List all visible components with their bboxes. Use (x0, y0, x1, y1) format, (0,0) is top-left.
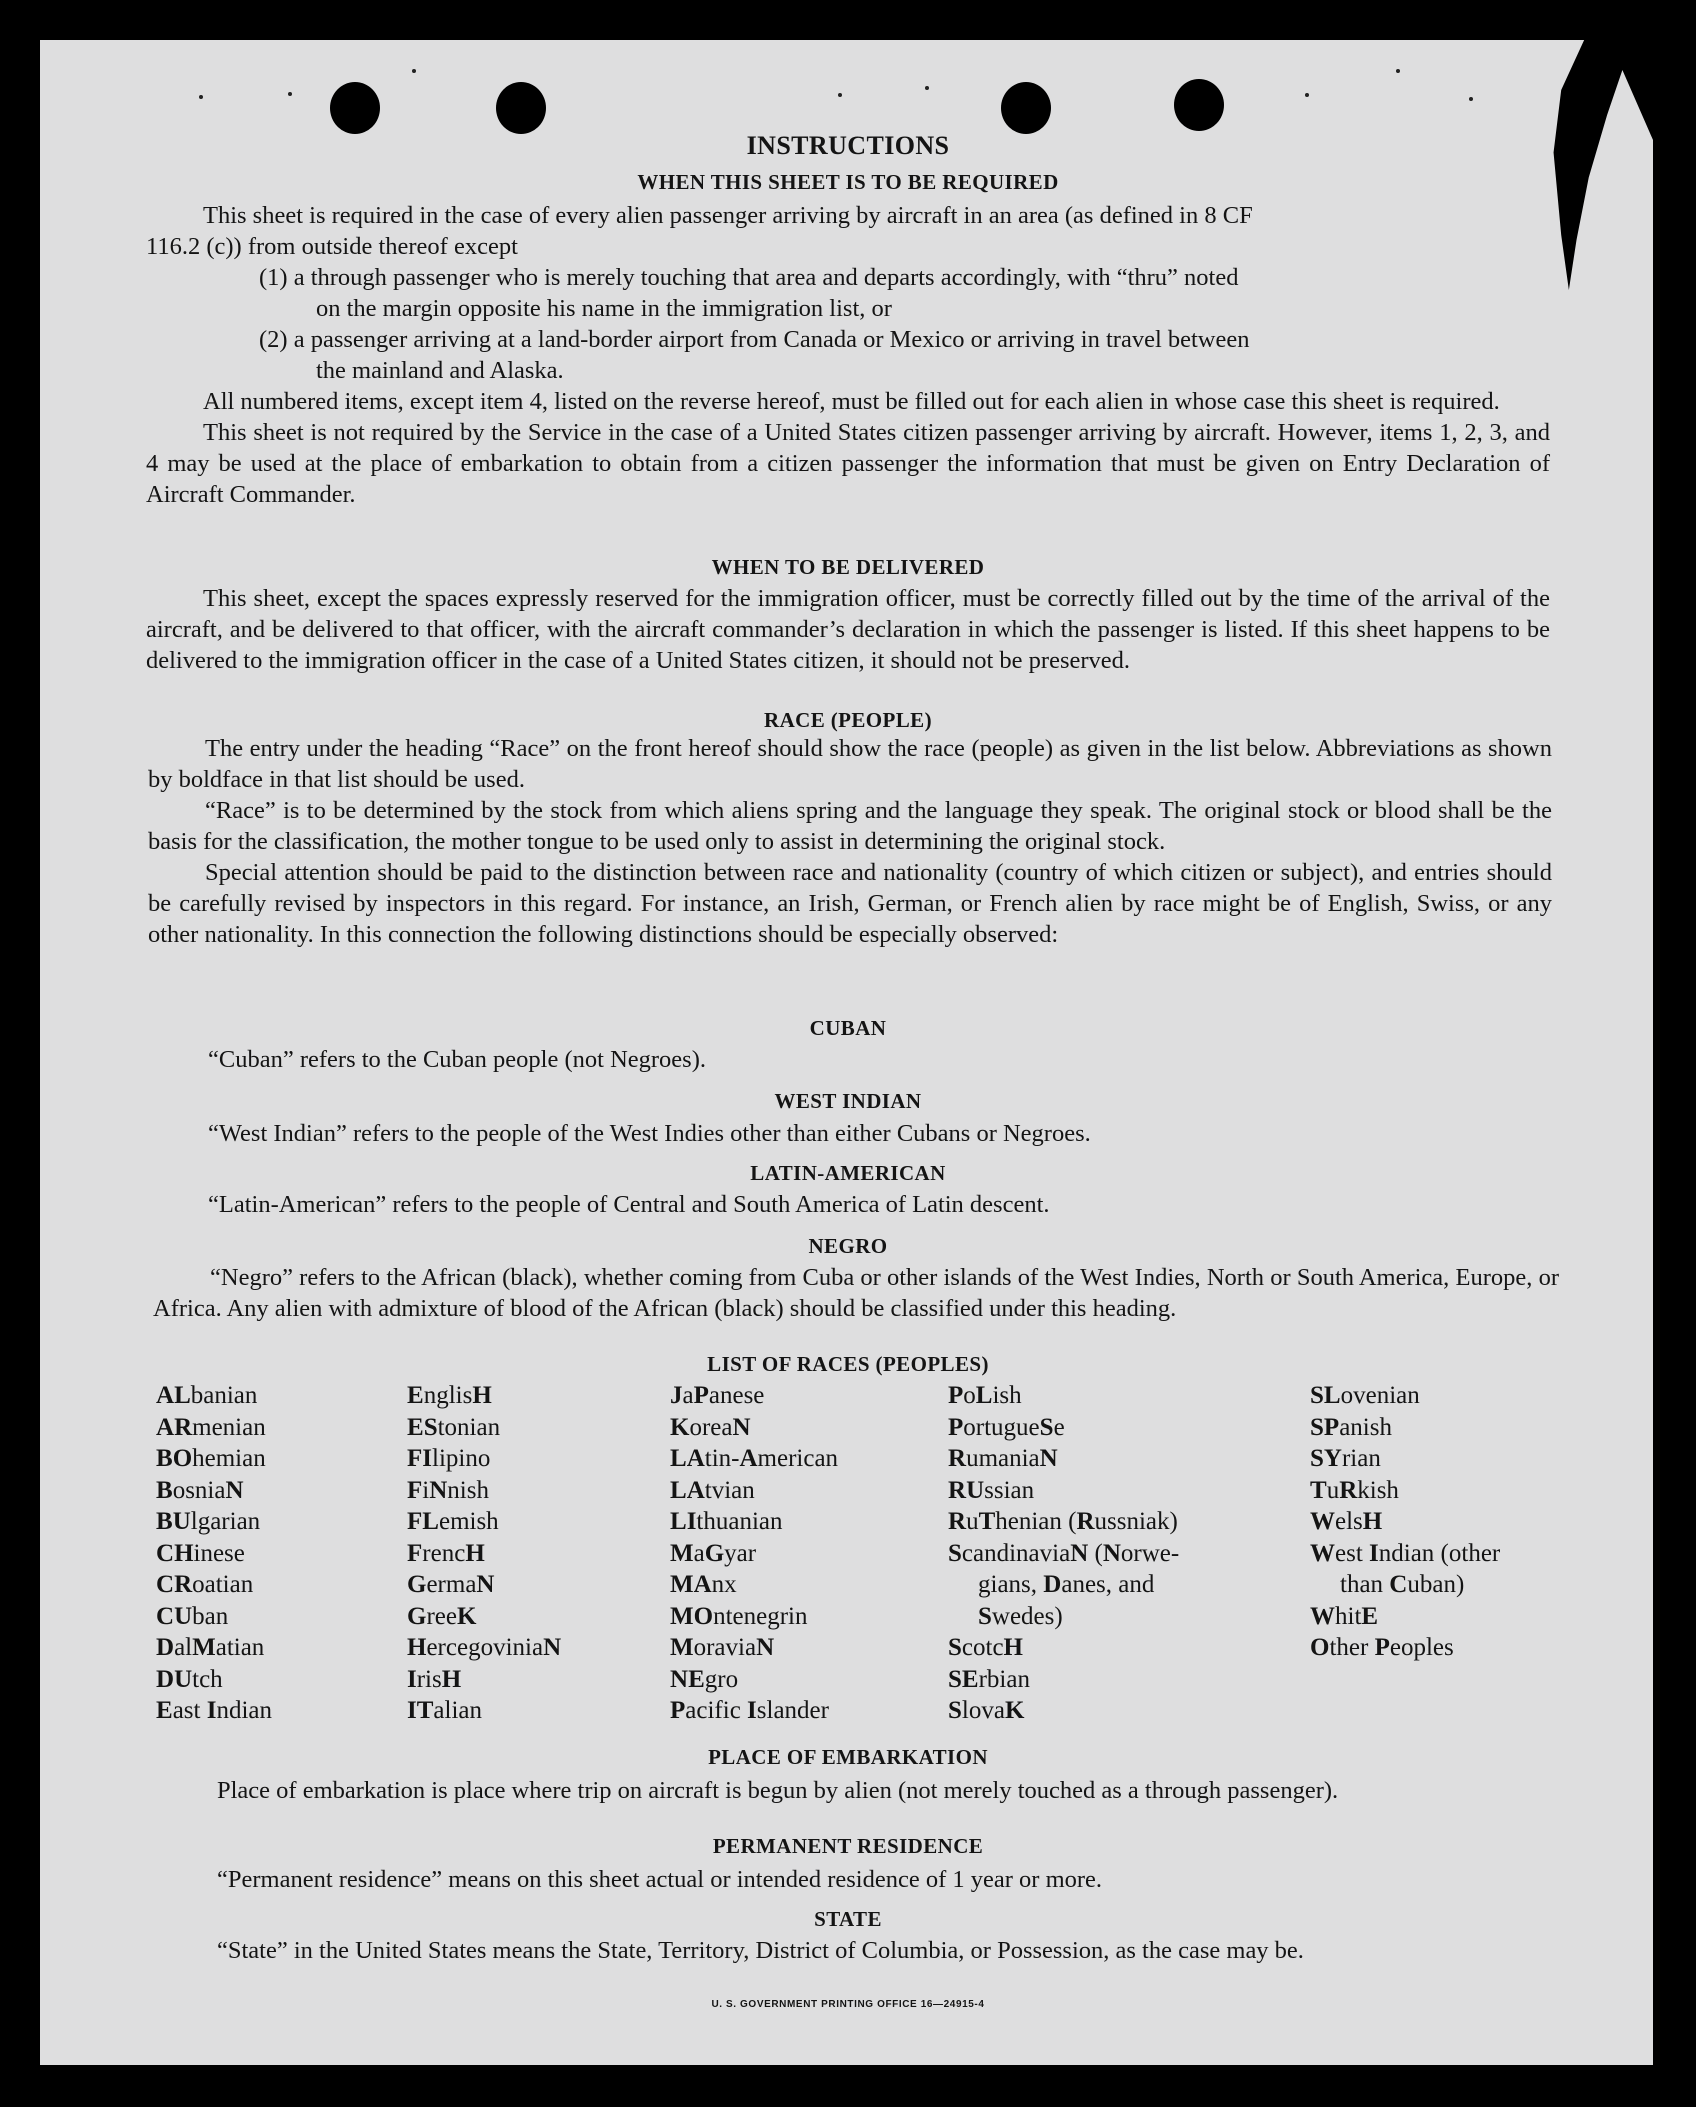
paragraph-numbered-items: All numbered items, except item 4, listed on the reverse hereof, must be filled out for each alien in whose case this sheet is required. (203, 388, 1500, 415)
heading-when-delivered: WHEN TO BE DELIVERED (711, 555, 985, 579)
punch-hole (496, 82, 546, 134)
paragraph-race-1: The entry under the heading “Race” on the front hereof should show the race (people) as given in the list below. Abbreviations as shown by boldface in that list should be used. (148, 735, 1552, 793)
race-entry: Other Peoples (1310, 1634, 1454, 1661)
speck (412, 69, 416, 73)
race-entry: ITalian (407, 1697, 483, 1724)
race-entry: EnglisH (407, 1382, 492, 1409)
race-entry: SlovaK (948, 1697, 1025, 1724)
race-entry: CUban (156, 1602, 229, 1630)
race-entry: MAnx (670, 1571, 737, 1598)
race-entry: CHinese (156, 1539, 245, 1567)
race-entry: RUssian (948, 1476, 1035, 1504)
race-entry: PortugueSe (948, 1413, 1065, 1441)
race-entry: West Indian (other (1310, 1539, 1501, 1567)
race-entry: BOhemian (156, 1445, 266, 1472)
race-entry: SYrian (1310, 1445, 1381, 1472)
heading-list-of-races: LIST OF RACES (PEOPLES) (707, 1352, 989, 1376)
paragraph-latin-american: “Latin-American” refers to the people of Central and South America of Latin descent. (208, 1191, 1050, 1218)
race-entry: gians, Danes, and (978, 1571, 1155, 1598)
item1-number: (1) (259, 264, 288, 291)
race-entry: LAtvian (670, 1476, 755, 1504)
heading-state: STATE (814, 1907, 882, 1931)
race-entry: DalMatian (156, 1634, 265, 1661)
race-entry: ScandinaviaN (Norwe- (948, 1539, 1180, 1567)
race-entry: TuRkish (1310, 1476, 1399, 1504)
paragraph-embarkation: Place of embarkation is place where trip on aircraft is begun by alien (not merely touched as a through passenger). (217, 1777, 1339, 1804)
race-entry: GermaN (407, 1571, 495, 1598)
race-entry: Swedes) (978, 1602, 1063, 1630)
race-entry: HercegoviniaN (407, 1634, 562, 1661)
race-entry: LAtin-American (670, 1445, 839, 1472)
paragraph-west-indian: “West Indian” refers to the people of the West Indies other than either Cubans or Negroes. (208, 1120, 1091, 1147)
page-title: INSTRUCTIONS (746, 131, 950, 160)
item2-line2: the mainland and Alaska. (316, 357, 564, 384)
speck (838, 93, 842, 97)
paragraph-race-2: “Race” is to be determined by the stock from which aliens spring and the language they speak. The original stock or blood shall be the basis for the classification, the mother tongue to be used only to assist in determining the original stock. (148, 797, 1552, 855)
race-entry: RumaniaN (948, 1445, 1058, 1472)
item2 (146, 324, 1546, 355)
race-entry: MOntenegrin (670, 1602, 808, 1630)
race-entry: CRoatian (156, 1571, 254, 1598)
item1 (146, 262, 1546, 293)
race-entry: JaPanese (670, 1382, 765, 1409)
item2-text: a passenger arriving at a land-border airport from Canada or Mexico or arriving in travel between (293, 326, 1250, 353)
race-column-4 (948, 1380, 1179, 1727)
speck (925, 86, 929, 90)
paragraph-residence: “Permanent residence” means on this sheet actual or intended residence of 1 year or more. (217, 1866, 1103, 1893)
race-entry: FIlipino (407, 1445, 491, 1472)
race-entry: FiNnish (407, 1476, 489, 1504)
punch-hole (330, 82, 380, 134)
race-entry: DUtch (156, 1665, 223, 1693)
item1-line2: on the margin opposite his name in the immigration list, or (316, 295, 892, 322)
speck (1305, 93, 1309, 97)
race-column-2 (407, 1380, 561, 1727)
paragraph-cuban: “Cuban” refers to the Cuban people (not Negroes). (208, 1046, 706, 1073)
punch-hole (1174, 79, 1224, 131)
race-entry: WelsH (1310, 1508, 1383, 1535)
race-entry: GreeK (407, 1602, 477, 1630)
item2-number: (2) (259, 326, 288, 353)
race-column-5 (1310, 1380, 1500, 1664)
race-column-3 (670, 1380, 838, 1727)
race-entry: SPanish (1310, 1413, 1392, 1441)
speck (1396, 69, 1400, 73)
race-entry: KoreaN (670, 1413, 751, 1441)
speck (199, 95, 203, 99)
race-entry: BUlgarian (156, 1508, 261, 1535)
race-entry: LIthuanian (670, 1508, 783, 1535)
speck (288, 92, 292, 96)
race-entry: than Cuban) (1340, 1571, 1465, 1598)
race-entry: IrisH (407, 1665, 462, 1693)
race-entry: ARmenian (156, 1413, 266, 1441)
paragraph-race-3: Special attention should be paid to the distinction between race and nationality (country of which citizen or subject), and entries should be carefully revised by inspectors in this regard. For instance, an Irish, German, or French alien by race might be of English, Swiss, or any other nationality. In this connection the following distinctions should be especially observed: (148, 859, 1552, 948)
race-entry: ALbanian (156, 1382, 258, 1409)
race-entry: SErbian (948, 1665, 1030, 1693)
race-entry: NEgro (670, 1665, 739, 1693)
section-race (148, 733, 1552, 950)
heading-negro: NEGRO (808, 1234, 888, 1258)
race-entry: SLovenian (1310, 1382, 1420, 1409)
race-entry: RuThenian (Russniak) (948, 1508, 1178, 1535)
heading-race: RACE (PEOPLE) (764, 708, 932, 732)
heading-west-indian: WEST INDIAN (774, 1089, 922, 1113)
race-entry: Pacific Islander (670, 1697, 829, 1724)
race-entry: EStonian (407, 1413, 501, 1441)
speck (1469, 97, 1473, 101)
race-entry: MaGyar (670, 1539, 757, 1567)
heading-cuban: CUBAN (809, 1016, 887, 1040)
paragraph-delivered: This sheet, except the spaces expressly reserved for the immigration officer, must be correctly filled out by the time of the arrival of the aircraft, and be delivered to that officer, with the aircraft commander’s declaration in which the passenger is listed. If this sheet happens to be delivered to the immigration officer in the case of a United States citizen, it should not be preserved. (146, 585, 1550, 674)
race-entry: FLemish (407, 1508, 499, 1535)
heading-latin-american: LATIN-AMERICAN (750, 1161, 946, 1185)
race-entry: FrencH (407, 1539, 485, 1567)
section-when-required (146, 200, 1550, 510)
intro-line2: 116.2 (c)) from outside thereof except (146, 233, 518, 260)
printing-office-footer: U. S. GOVERNMENT PRINTING OFFICE 16—24915-4 (711, 1999, 985, 2010)
race-column-1 (156, 1380, 272, 1727)
intro-line1: This sheet is required in the case of every alien passenger arriving by aircraft in an area (as defined in 8 CF (203, 202, 1253, 229)
paragraph-state: “State” in the United States means the State, Territory, District of Columbia, or Possession, as the case may be. (217, 1937, 1304, 1964)
race-entry: BosniaN (156, 1476, 244, 1504)
race-entry: MoraviaN (670, 1634, 775, 1661)
race-entry: ScotcH (948, 1634, 1023, 1661)
heading-residence: PERMANENT RESIDENCE (712, 1834, 984, 1858)
paragraph-citizen: This sheet is not required by the Service in the case of a United States citizen passenger arriving by aircraft. However, items 1, 2, 3, and 4 may be used at the place of embarkation to obtain from a citizen passenger the information that must be given on Entry Declaration of Aircraft Commander. (146, 419, 1550, 508)
race-entry: PoLish (948, 1382, 1022, 1409)
punch-hole (1001, 82, 1051, 134)
heading-embarkation: PLACE OF EMBARKATION (708, 1745, 988, 1769)
heading-when-required: WHEN THIS SHEET IS TO BE REQUIRED (637, 170, 1059, 194)
race-entry: WhitE (1310, 1602, 1379, 1630)
race-entry: East Indian (156, 1697, 272, 1724)
paragraph-negro: “Negro” refers to the African (black), whether coming from Cuba or other islands of the West Indies, North or South America, Europe, or Africa. Any alien with admixture of blood of the African (black) should be classified under this heading. (153, 1264, 1559, 1322)
item1-text: a through passenger who is merely touching that area and departs accordingly, with “thru” noted (293, 264, 1239, 291)
